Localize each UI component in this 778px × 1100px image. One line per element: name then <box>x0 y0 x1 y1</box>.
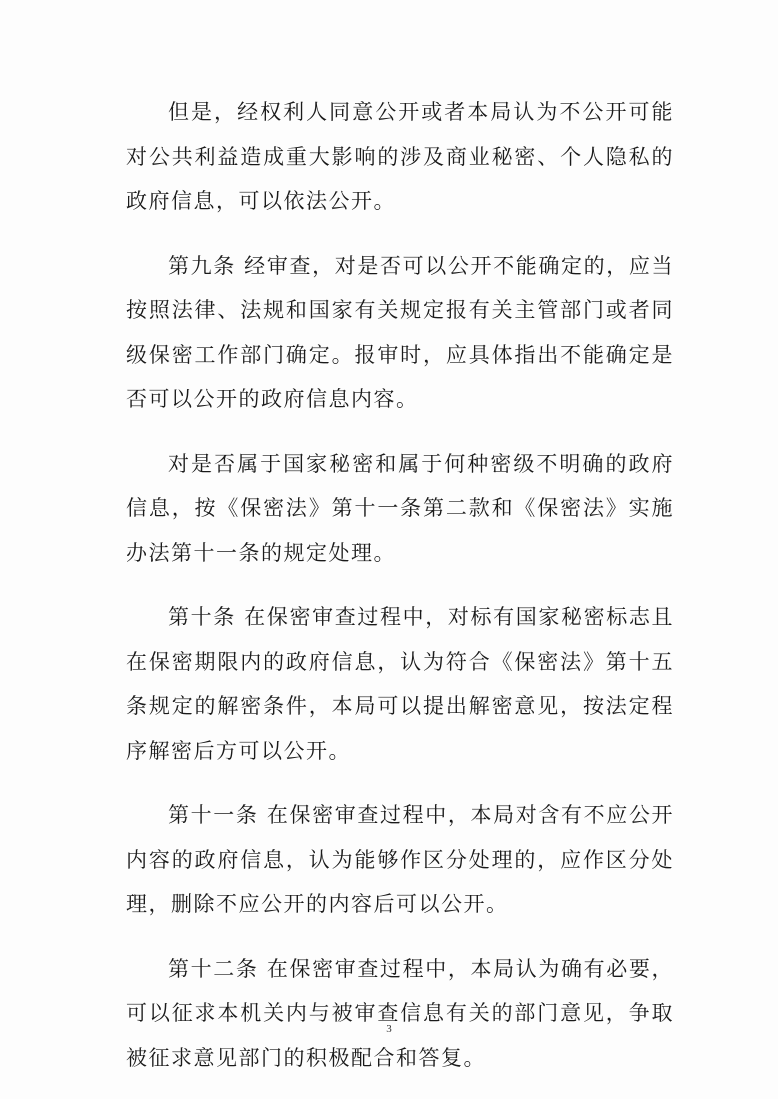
paragraph-article-12: 第十二条 在保密审查过程中，本局认为确有必要，可以征求本机关内与被审查信息有关的部门意见，争取被征求意见部门的积极配合和答复。 <box>126 956 674 1070</box>
paragraph-classification-unclear: 对是否属于国家秘密和属于何种密级不明确的政府信息，按《保密法》第十一条第二款和《保密法》实施办法第十一条的规定处理。 <box>126 451 674 565</box>
paragraph-article-9: 第九条 经审查，对是否可以公开不能确定的，应当按照法律、法规和国家有关规定报有关主管部门或者同级保密工作部门确定。报审时，应具体指出不能确定是否可以公开的政府信息内容。 <box>126 253 674 411</box>
page-number: 3 <box>386 1023 392 1035</box>
paragraph-article-10: 第十条 在保密审查过程中，对标有国家秘密标志且在保密期限内的政府信息，认为符合《保密法》第十五条规定的解密条件，本局可以提出解密意见，按法定程序解密后方可以公开。 <box>126 605 674 763</box>
paragraph-public-interest: 但是，经权利人同意公开或者本局认为不公开可能对公共利益造成重大影响的涉及商业秘密、个人隐私的政府信息，可以依法公开。 <box>126 100 674 213</box>
document-body <box>126 90 674 1100</box>
paragraph-article-11: 第十一条 在保密审查过程中，本局对含有不应公开内容的政府信息，认为能够作区分处理的，应作区分处理，删除不应公开的内容后可以公开。 <box>126 803 674 916</box>
